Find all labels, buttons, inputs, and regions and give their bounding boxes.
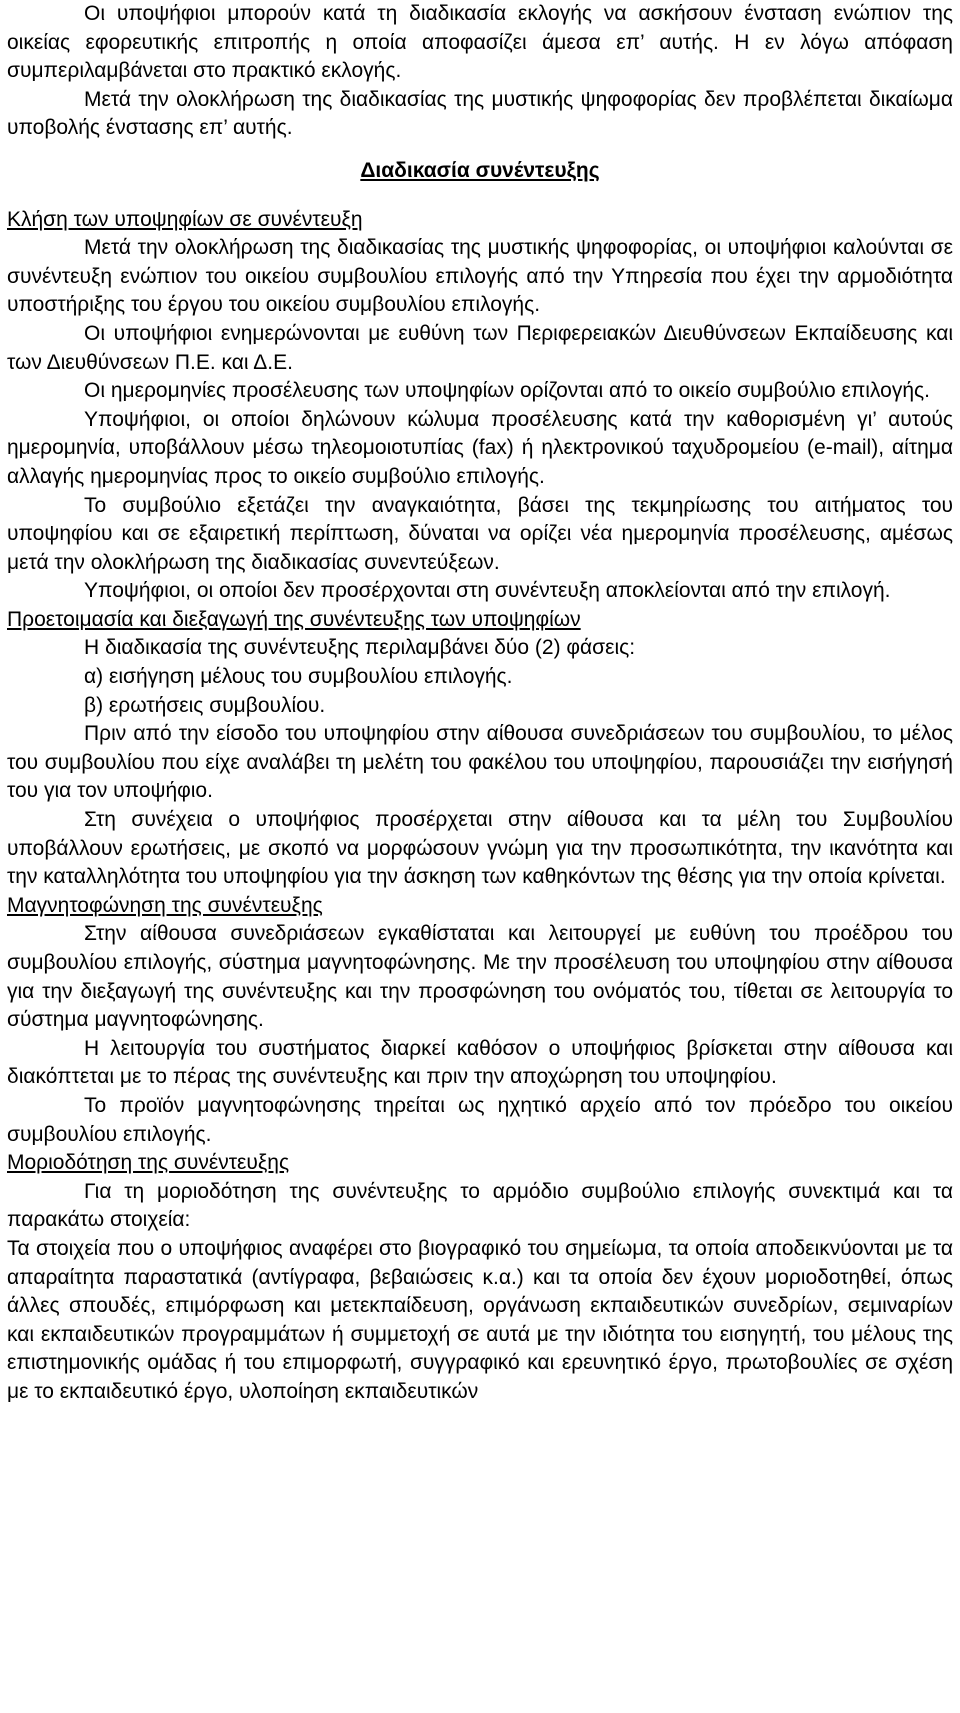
intro-objection-paragraph: Οι υποψήφιοι μπορούν κατά τη διαδικασία εκλογής να ασκήσουν ένσταση ενώπιον της οικείας εφορευτικής επιτροπής η οποία αποφασίζει άμεσα επ’ αυτής. Η εν λόγω απόφαση συμπεριλαμβάνεται στο πρακτικό εκλογής. (7, 2, 953, 83)
scoring-paragraph: Τα στοιχεία που ο υποψήφιος αναφέρει στο βιογραφικό του σημείωμα, τα οποία αποδεικνύονται με τα απαραίτητα παραστατικά (αντίγραφα, βεβαιώσεις κ.α.) και τα οποία δεν έχουν μοριοδοτηθεί, όπως άλλες σπουδές, επιμόρφωση και μετεκπαίδευση, οργάνωση εκπαιδευτικών συνεδρίων, σεμιναρίων και εκπαιδευτικών προγραμμάτων ή συμμετοχή σε αυτά με την ιδιότητα του εισηγητή, του μέλους της επιστημονικής ομάδας ή του επιμορφωτή, συγγραφικό και ερευνητικό έργο, πρωτοβουλίες σε σχέση με το εκπαιδευτικό έργο, υλοποίηση εκπαιδευτικών (7, 1236, 953, 1403)
call-paragraph: Υποψήφιοι, οι οποίοι δηλώνουν κώλυμα προσέλευσης κατά την καθορισμένη γι’ αυτούς ημερομηνία, υποβάλλουν μέσω τηλεομοιοτυπίας (fax) ή ηλεκτρονικού ταχυδρομείου (e-mail), αίτημα αλλαγής ημερομηνίας προς το οικείο συμβούλιο επιλογής. (7, 407, 953, 488)
prep-paragraph: Στη συνέχεια ο υποψήφιος προσέρχεται στην αίθουσα και τα μέλη του Συμβουλίου υποβάλλουν ερωτήσεις, με σκοπό να μορφώσουν γνώμη για την προσωπικότητα, την ικανότητα και την καταλληλότητα του υποψηφίου για την άσκηση των καθηκόντων της θέσης για την οποία κρίνεται. (7, 808, 953, 889)
call-paragraph: Οι ημερομηνίες προσέλευσης των υποψηφίων ορίζονται από το οικείο συμβούλιο επιλογής. (84, 379, 930, 403)
call-heading: Κλήση των υποψηφίων σε συνέντευξη (7, 207, 363, 231)
prep-phase-b: β) ερωτήσεις συμβουλίου. (84, 693, 326, 717)
call-paragraph: Οι υποψήφιοι ενημερώνονται με ευθύνη των Περιφερειακών Διευθύνσεων Εκπαίδευσης και των Διευθύνσεων Π.Ε. και Δ.Ε. (7, 321, 953, 374)
prep-phase-a: α) εισήγηση μέλους του συμβουλίου επιλογής. (84, 665, 513, 689)
scoring-paragraph: Για τη μοριοδότηση της συνέντευξης το αρμόδιο συμβούλιο επιλογής συνεκτιμά και τα παρακάτω στοιχεία: (7, 1179, 953, 1232)
call-paragraph: Το συμβούλιο εξετάζει την αναγκαιότητα, βάσει της τεκμηρίωσης του αιτήματος του υποψηφίου και σε εξαιρετική περίπτωση, δύναται να ορίζει νέα ημερομηνία προσέλευσης, αμέσως μετά την ολοκλήρωση της διαδικασίας συνεντεύξεων. (7, 493, 953, 574)
prep-paragraph: Η διαδικασία της συνέντευξης περιλαμβάνει δύο (2) φάσεις: (84, 636, 636, 660)
intro-no-objection-paragraph: Μετά την ολοκλήρωση της διαδικασίας της μυστικής ψηφοφορίας δεν προβλέπεται δικαίωμα υποβολής ένστασης επ’ αυτής. (7, 87, 953, 140)
recording-paragraph: Η λειτουργία του συστήματος διαρκεί καθόσον ο υποψήφιος βρίσκεται στην αίθουσα και διακόπτεται με το πέρας της συνέντευξης και πριν την αποχώρηση του υποψηφίου. (7, 1036, 953, 1089)
recording-paragraph: Το προϊόν μαγνητοφώνησης τηρείται ως ηχητικό αρχείο από τον πρόεδρο του οικείου συμβουλίου επιλογής. (7, 1093, 953, 1146)
prep-heading: Προετοιμασία και διεξαγωγή της συνέντευξης των υποψηφίων (7, 607, 581, 631)
recording-heading: Μαγνητοφώνηση της συνέντευξης (7, 893, 323, 917)
call-paragraph: Υποψήφιοι, οι οποίοι δεν προσέρχονται στη συνέντευξη αποκλείονται από την επιλογή. (84, 579, 891, 603)
call-paragraph: Μετά την ολοκλήρωση της διαδικασίας της μυστικής ψηφοφορίας, οι υποψήφιοι καλούνται σε συνέντευξη ενώπιον του οικείου συμβουλίου επιλογής από την Υπηρεσία που έχει την αρμοδιότητα υποστήριξης του έργου του οικείου συμβουλίου επιλογής. (7, 236, 953, 317)
section-title: Διαδικασία συνέντευξης (360, 158, 600, 182)
scoring-heading: Μοριοδότηση της συνέντευξης (7, 1151, 290, 1175)
recording-paragraph: Στην αίθουσα συνεδριάσεων εγκαθίσταται και λειτουργεί με ευθύνη του προέδρου του συμβουλίου επιλογής, σύστημα μαγνητοφώνησης. Με την προσέλευση του υποψηφίου στην αίθουσα για την διεξαγωγή της συνέντευξης και την προσφώνηση του ονόματός του, τίθεται σε λειτουργία το σύστημα μαγνητοφώνησης. (7, 922, 953, 1032)
prep-paragraph: Πριν από την είσοδο του υποψηφίου στην αίθουσα συνεδριάσεων του συμβουλίου, το μέλος του συμβουλίου που είχε αναλάβει τη μελέτη του φακέλου του υποψηφίου, παρουσιάζει την εισήγησή του για τον υποψήφιο. (7, 722, 953, 803)
